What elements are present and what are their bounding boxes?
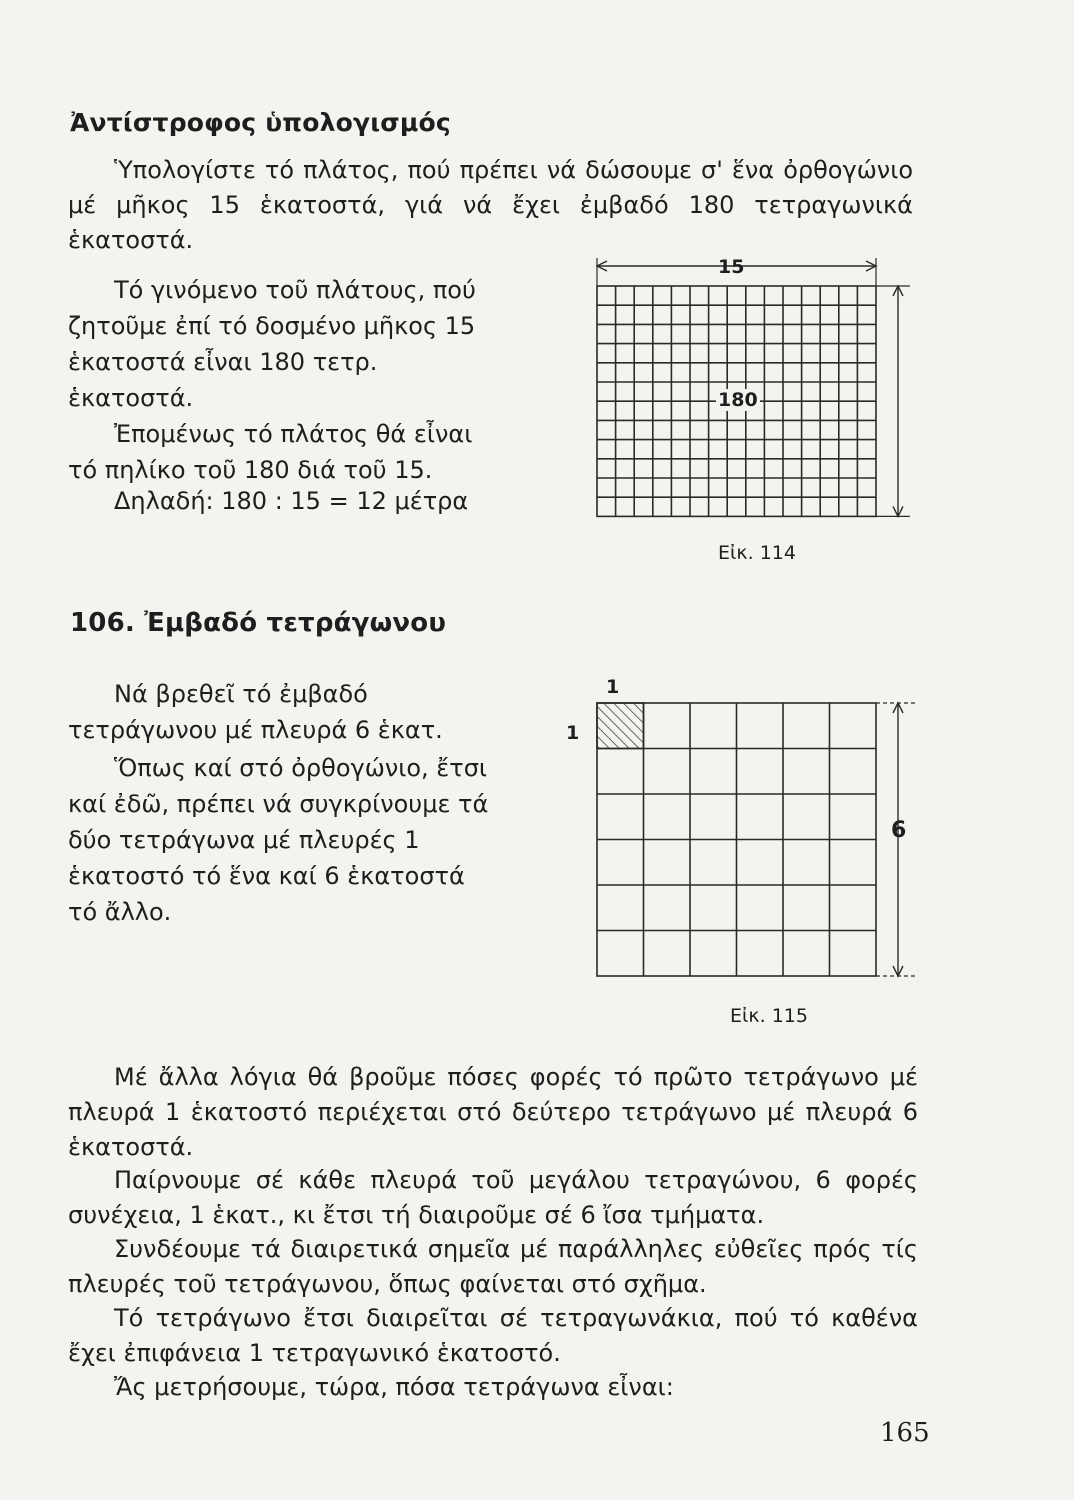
unit-left-label: 1 bbox=[566, 722, 580, 744]
figure-114-caption: Εἰκ. 114 bbox=[718, 542, 796, 564]
figure-115-caption: Εἰκ. 115 bbox=[730, 1005, 808, 1027]
body-paragraph-1: Μέ ἄλλα λόγια θά βροῦμε πόσες φορές τό πρῶτο τετράγωνο μέ πλευρά 1 ἑκατοστό περιέχεται στό δεύτερο τετράγωνο μέ πλευρά 6 ἑκατοστά. bbox=[68, 1063, 918, 1161]
body-paragraph-3: Συνδέουμε τά διαιρετικά σημεῖα μέ παράλληλες εὐθεῖες πρός τίς πλευρές τοῦ τετράγωνου, ὅπως φαίνεται στό σχῆμα. bbox=[68, 1235, 918, 1298]
square-problem: Νά βρεθεῖ τό ἐμβαδό τετράγωνου μέ πλευρά 6 ἑκατ. bbox=[68, 680, 443, 744]
body-paragraph-5: Ἄς μετρήσουμε, τώρα, πόσα τετράγωνα εἶναι: bbox=[114, 1373, 674, 1401]
explanation-paragraph-1: Τό γινόμενο τοῦ πλάτους, πού ζητοῦμε ἐπί τό δοσμένο μῆκος 15 ἑκατοστά εἶναι 180 τετρ. ἑκατοστά. bbox=[68, 276, 476, 412]
problem-statement: Ὑπολογίστε τό πλάτος, πού πρέπει νά δώσουμε σ' ἕνα ὀρθογώνιο μέ μῆκος 15 ἑκατοστά, γιά νά ἔχει ἐμβαδό 180 τετραγωνικά ἑκατοστά. bbox=[68, 156, 913, 254]
square-comparison: Ὅπως καί στό ὀρθογώνιο, ἔτσι καί ἐδῶ, πρέπει νά συγκρίνουμε τά δύο τετράγωνα μέ πλευρές 1 ἑκατοστό τό ἕνα καί 6 ἑκατοστά τό ἄλλο. bbox=[68, 754, 489, 926]
body-paragraph-2: Παίρνουμε σέ κάθε πλευρά τοῦ μεγάλου τετραγώνου, 6 φορές συνέχεια, 1 ἑκατ., κι ἔτσι τή διαιροῦμε σέ 6 ἴσα τμήματα. bbox=[68, 1166, 918, 1229]
body-paragraph-4: Τό τετράγωνο ἔτσι διαιρεῖται σέ τετραγωνάκια, πού τό καθένα ἔχει ἐπιφάνεια 1 τετραγωνικό ἑκατοστό. bbox=[68, 1304, 918, 1367]
unit-top-label: 1 bbox=[606, 676, 620, 698]
division-result: Δηλαδή: 180 : 15 = 12 μέτρα bbox=[114, 487, 469, 515]
grid-6-by-6 bbox=[590, 690, 920, 980]
explanation-paragraph-2: Ἐπομένως τό πλάτος θά εἶναι τό πηλίκο τοῦ 180 διά τοῦ 15. bbox=[68, 420, 473, 484]
page-number: 165 bbox=[880, 1418, 930, 1448]
hatched-unit-square bbox=[597, 703, 644, 749]
section-title-square-area: 106. Ἐμβαδό τετράγωνου bbox=[70, 608, 447, 638]
width-label: 15 bbox=[718, 256, 745, 278]
area-label: 180 bbox=[718, 389, 758, 411]
section-title-inverse-calculation: Ἀντίστροφος ὑπολογισμός bbox=[70, 108, 451, 137]
side-length-label: 6 bbox=[891, 818, 907, 843]
